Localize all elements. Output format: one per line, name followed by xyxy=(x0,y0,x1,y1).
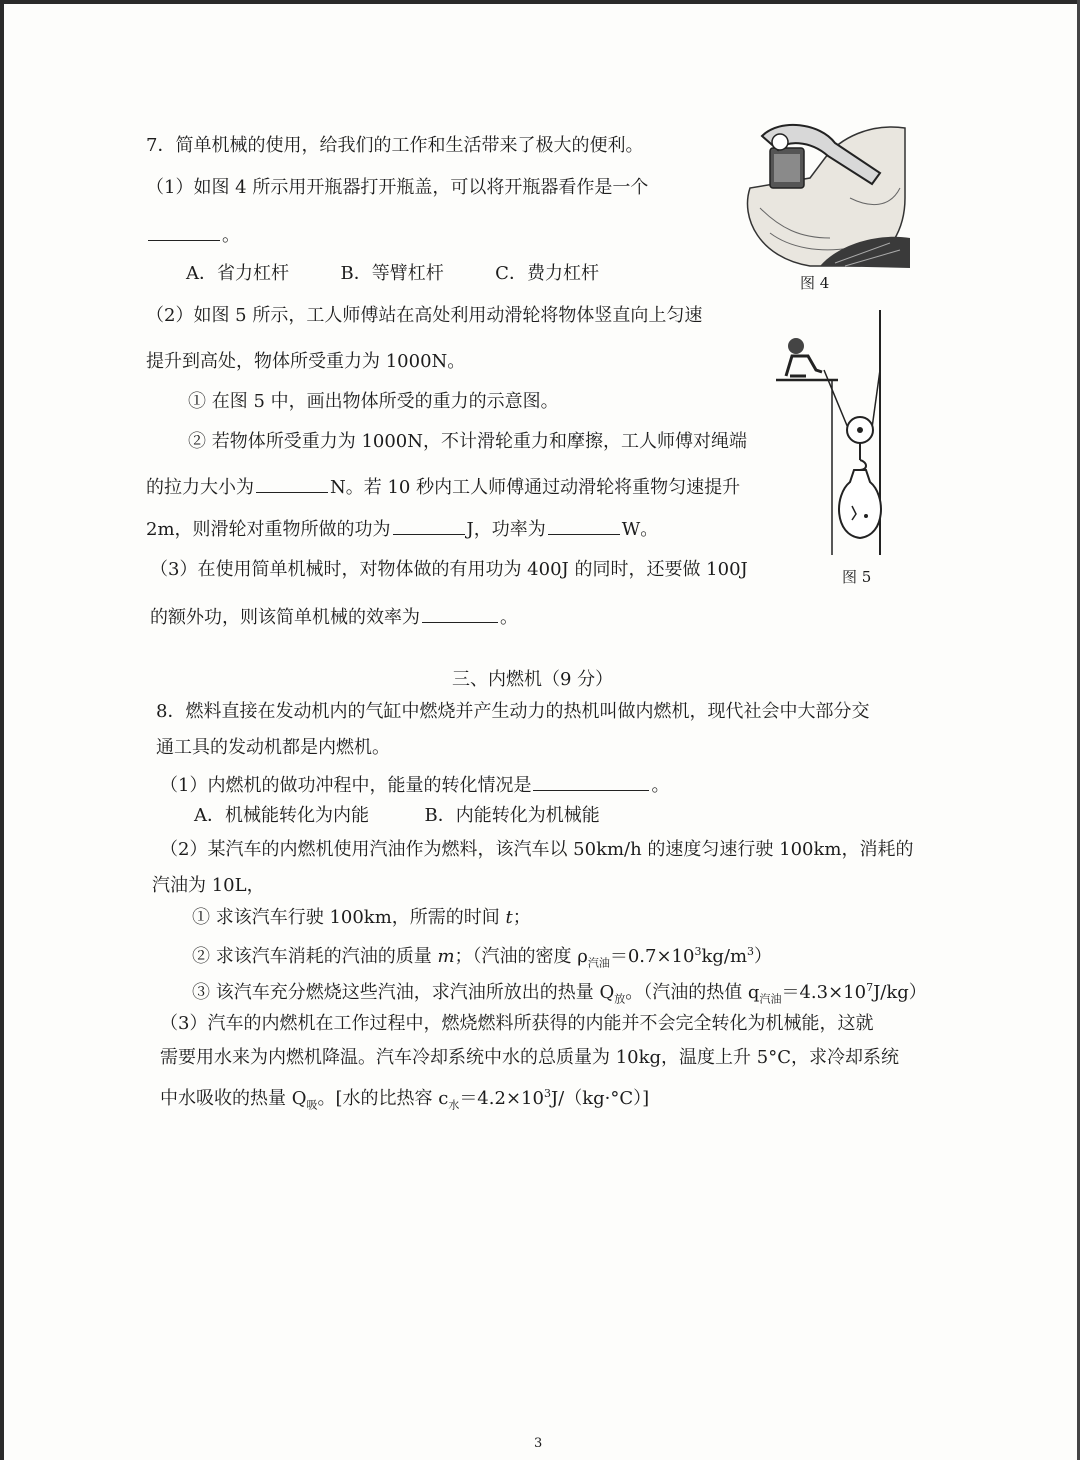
q8-part1-text xyxy=(160,772,669,798)
q8-part3-line2: 需要用水来为内燃机降温。汽车冷却系统中水的总质量为 10kg，温度上升 5°C，求冷却系统 xyxy=(160,1047,899,1068)
q8-part2-line2: 汽油为 10L， xyxy=(152,875,265,896)
answer-blank-work[interactable] xyxy=(393,516,465,535)
q7-part2-line2: 提升到高处，物体所受重力为 1000N。 xyxy=(146,351,466,372)
superscript: 3 xyxy=(694,945,702,958)
q8-part3-line1: （3）汽车的内燃机在工作过程中，燃烧燃料所获得的内能并不会完全转化为机械能，这就 xyxy=(160,1013,874,1034)
text-fragment: J/kg） xyxy=(873,982,927,1003)
figure-5-caption: 图 5 xyxy=(842,568,872,586)
q7-part1-options xyxy=(186,262,599,286)
answer-blank-force[interactable] xyxy=(256,474,328,493)
text-fragment: 的额外功，则该简单机械的效率为 xyxy=(150,607,420,628)
variable-m: m xyxy=(437,946,455,967)
text-fragment: kg/m xyxy=(701,946,748,967)
variable-t: t xyxy=(505,907,513,928)
text-fragment: 中水吸收的热量 Q xyxy=(160,1088,307,1109)
q8-stem-line1: 8．燃料直接在发动机内的气缸中燃烧并产生动力的热机叫做内燃机，现代社会中大部分交 xyxy=(156,701,870,722)
figure-5-pulley xyxy=(776,310,888,555)
scan-border-left xyxy=(0,0,4,1460)
text-fragment: 。 xyxy=(500,607,518,628)
text-fragment: J，功率为 xyxy=(466,519,546,540)
q7-part2-item2-line2 xyxy=(146,474,740,500)
q8-stem-line2: 通工具的发动机都是内燃机。 xyxy=(156,737,390,758)
text-fragment: W。 xyxy=(621,519,659,540)
q7-part2-item1: ① 在图 5 中，画出物体所受的重力的示意图。 xyxy=(188,391,559,412)
text-fragment: ① 求该汽车行驶 100km，所需的时间 xyxy=(192,907,506,928)
text-fragment: ） xyxy=(754,946,773,967)
text-fragment: ；（汽油的密度 ρ xyxy=(454,946,588,967)
q7-part3-line1: （3）在使用简单机械时，对物体做的有用功为 400J 的同时，还要做 100J xyxy=(150,559,748,580)
q8-part1-options xyxy=(194,804,600,828)
option-c: C．费力杠杆 xyxy=(495,263,599,284)
option-a: A．省力杠杆 xyxy=(186,263,289,284)
answer-blank-efficiency[interactable] xyxy=(422,604,498,623)
figure-4-caption: 图 4 xyxy=(800,274,830,292)
text-fragment: 。（汽油的热值 q xyxy=(625,982,760,1003)
q8-part2-item3 xyxy=(192,976,927,1012)
option-a: A．机械能转化为内能 xyxy=(194,805,369,826)
subscript: 放 xyxy=(614,992,626,1006)
text-fragment: ＝4.2×10 xyxy=(459,1088,544,1109)
figure-4-bottle-opener xyxy=(740,118,910,268)
text-fragment: 。 xyxy=(651,775,670,796)
q7-part1-end: 。 xyxy=(222,225,240,246)
option-b: B．内能转化为机械能 xyxy=(424,805,600,826)
text-fragment: ＝0.7×10 xyxy=(609,946,695,967)
subscript: 水 xyxy=(448,1098,460,1112)
subscript: 吸 xyxy=(306,1098,318,1112)
text-fragment: ＝4.3×10 xyxy=(781,982,867,1003)
text-fragment: （1）内燃机的做功冲程中，能量的转化情况是 xyxy=(160,775,532,796)
superscript: 3 xyxy=(747,945,755,958)
q7-part2-line1: （2）如图 5 所示，工人师傅站在高处利用动滑轮将物体竖直向上匀速 xyxy=(146,305,703,326)
text-fragment: ； xyxy=(512,907,531,928)
text-fragment: J/（kg·°C）] xyxy=(550,1088,650,1109)
superscript: 7 xyxy=(866,981,874,994)
q7-stem: 7．简单机械的使用，给我们的工作和生活带来了极大的便利。 xyxy=(146,135,644,156)
answer-blank-power[interactable] xyxy=(548,516,620,535)
section-3-title: 三、内燃机（9 分） xyxy=(452,669,614,690)
q7-part1-text: （1）如图 4 所示用开瓶器打开瓶盖，可以将开瓶器看作是一个 xyxy=(146,177,649,198)
q7-part3-line2 xyxy=(150,604,518,630)
text-fragment: 。[水的比热容 c xyxy=(317,1088,449,1109)
q8-part2-item2 xyxy=(192,940,772,976)
answer-blank-energy[interactable] xyxy=(533,772,649,791)
option-b: B．等臂杠杆 xyxy=(340,263,444,284)
subscript: 汽油 xyxy=(587,956,610,970)
text-fragment: 的拉力大小为 xyxy=(146,477,254,498)
page-number: 3 xyxy=(534,1436,543,1451)
q7-part2-item2-line3 xyxy=(146,516,658,542)
answer-blank[interactable] xyxy=(148,222,220,241)
q7-part1-answer-line xyxy=(146,222,240,248)
q8-part2-item1 xyxy=(192,906,531,930)
text-fragment: ② 求该汽车消耗的汽油的质量 xyxy=(192,946,438,967)
q8-part3-line3 xyxy=(160,1082,649,1118)
subscript: 汽油 xyxy=(759,992,782,1006)
superscript: 3 xyxy=(543,1087,551,1100)
text-fragment: 2m，则滑轮对重物所做的功为 xyxy=(146,519,391,540)
text-fragment: N。若 10 秒内工人师傅通过动滑轮将重物匀速提升 xyxy=(330,477,741,498)
text-fragment: ③ 该汽车充分燃烧这些汽油，求汽油所放出的热量 Q xyxy=(192,982,615,1003)
scan-border-top xyxy=(0,0,1080,4)
q8-part2-line1: （2）某汽车的内燃机使用汽油作为燃料，该汽车以 50km/h 的速度匀速行驶 100km，消耗的 xyxy=(160,839,914,860)
q7-part2-item2-line1: ② 若物体所受重力为 1000N，不计滑轮重力和摩擦，工人师傅对绳端 xyxy=(188,431,747,452)
